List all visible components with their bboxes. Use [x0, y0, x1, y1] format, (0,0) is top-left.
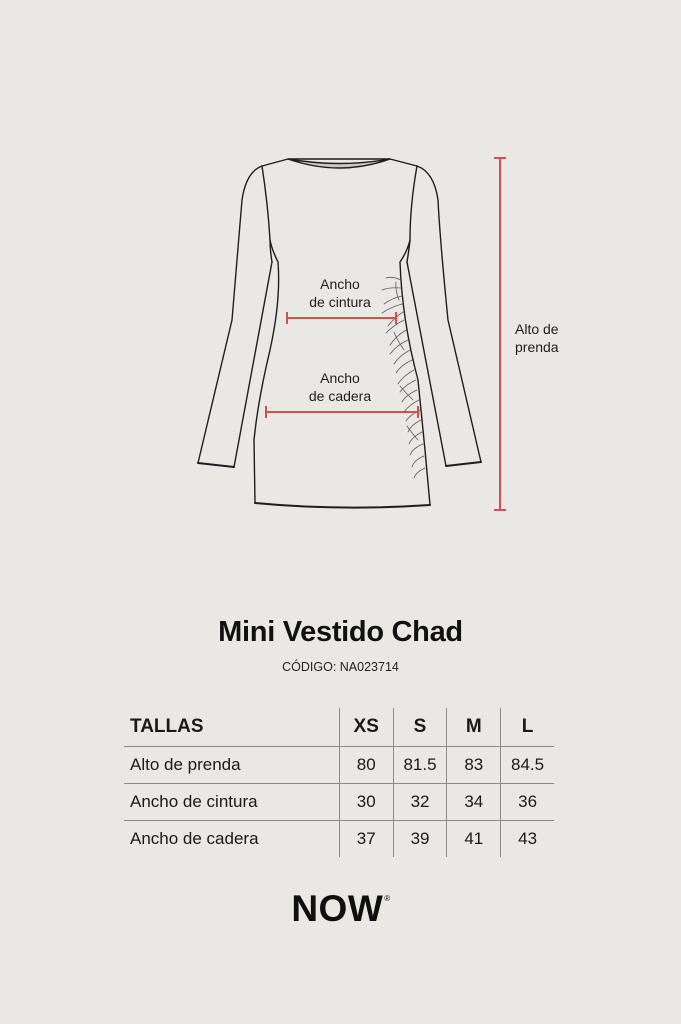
row-label: Ancho de cadera: [124, 821, 339, 858]
row-label: Alto de prenda: [124, 747, 339, 784]
size-m: M: [447, 708, 501, 747]
size-xs: XS: [339, 708, 393, 747]
cell-value: 43: [501, 821, 554, 858]
size-table: [124, 708, 554, 857]
registered-mark-icon: ®: [384, 894, 391, 903]
cell-value: 32: [393, 784, 447, 821]
table-row: [124, 747, 554, 784]
product-code: CÓDIGO: NA023714: [282, 660, 399, 674]
size-header-row: [124, 708, 554, 747]
brand-logo: NOW®: [291, 888, 391, 929]
cell-value: 34: [447, 784, 501, 821]
sizes-header: TALLAS: [130, 716, 204, 737]
cell-value: 84.5: [501, 747, 554, 784]
row-label: Ancho de cintura: [124, 784, 339, 821]
cell-value: 83: [447, 747, 501, 784]
waist-width-label: Ancho de cintura: [309, 276, 371, 310]
hip-width-label: Ancho de cadera: [308, 370, 372, 404]
cell-value: 36: [501, 784, 554, 821]
cell-value: 80: [339, 747, 393, 784]
cell-value: 41: [447, 821, 501, 858]
size-l: L: [501, 708, 554, 747]
table-row: [124, 784, 554, 821]
cell-value: 39: [393, 821, 447, 858]
cell-value: 81.5: [393, 747, 447, 784]
cell-value: 37: [339, 821, 393, 858]
product-title: Mini Vestido Chad: [218, 616, 463, 648]
table-row: [124, 821, 554, 858]
garment-length-label: Alto de prenda: [515, 321, 559, 355]
size-s: S: [393, 708, 447, 747]
cell-value: 30: [339, 784, 393, 821]
